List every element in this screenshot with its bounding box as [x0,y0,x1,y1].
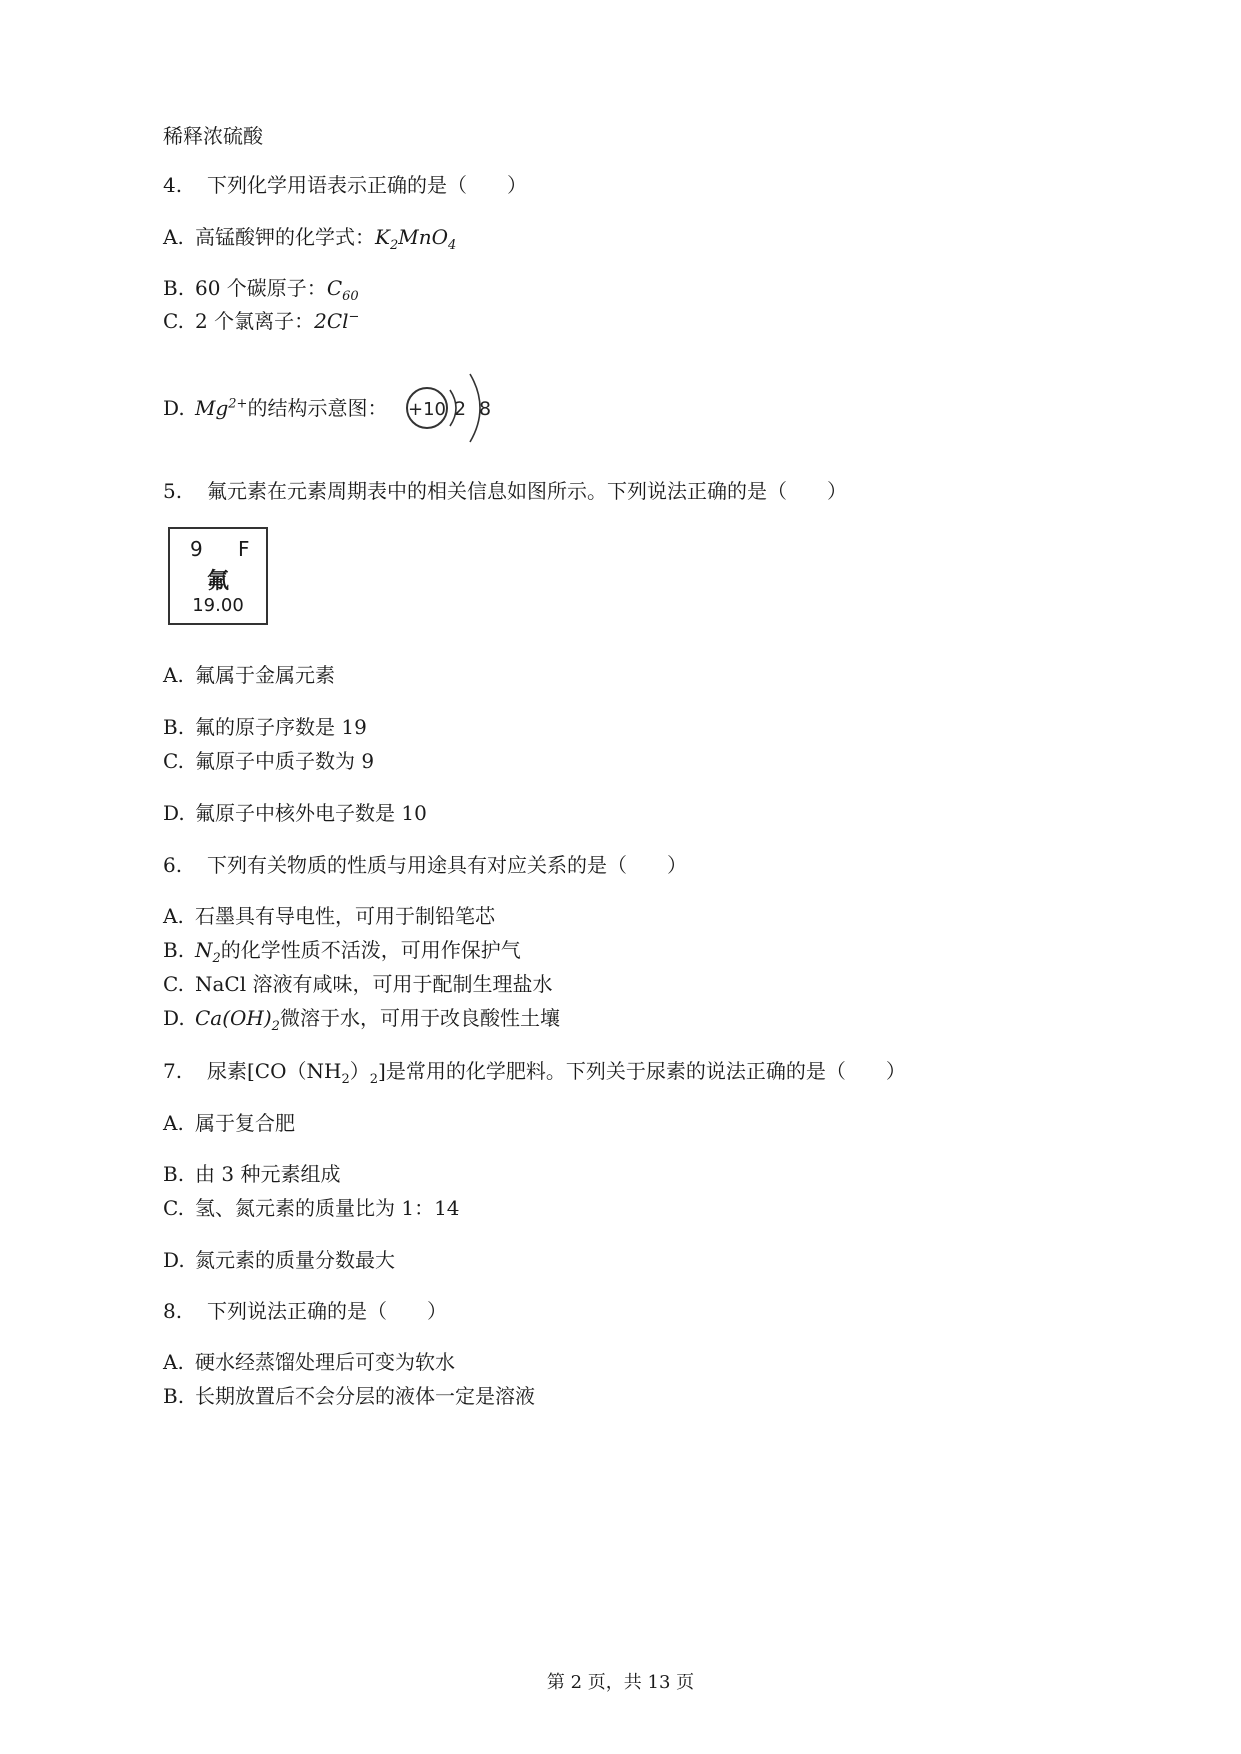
shell-2-electrons: 8 [478,398,492,420]
option-label: D. [163,396,185,420]
option-text: 微溶于水，可用于改良酸性土壤 [279,1006,560,1030]
option-text: 高锰酸钾的化学式： [195,225,375,249]
option-text: 属于复合肥 [195,1111,295,1135]
q5-option-c [163,748,374,774]
q7-option-a [163,1110,295,1136]
element-card [168,527,268,625]
q6-option-b [163,937,521,966]
option-text: 氟属于金属元素 [195,663,335,687]
option-text: 氟原子中核外电子数是 10 [195,801,427,825]
shell-1-electrons: 2 [453,398,467,420]
option-text: 氮元素的质量分数最大 [195,1248,395,1272]
option-label: D. [163,801,185,825]
option-label: A. [163,1350,184,1374]
option-label: A. [163,1111,184,1135]
option-text: 石墨具有导电性，可用于制铅笔芯 [195,904,495,928]
option-label: C. [163,1196,184,1220]
option-label: C. [163,972,184,996]
option-text: 的化学性质不活泼，可用作保护气 [220,938,521,962]
option-label: B. [163,1162,185,1186]
question-text: 下列化学用语表示正确的是（ ） [207,173,527,197]
option-label: C. [163,749,184,773]
option-label: B. [163,715,185,739]
page-footer: 第 2 页，共 13 页 [546,1672,695,1693]
question-number: 7. [163,1059,183,1083]
q7-option-d [163,1247,395,1273]
option-text: 的结构示意图： [247,396,388,420]
q7-option-c [163,1195,460,1221]
q5-option-a [163,662,335,688]
option-label: D. [163,1248,185,1272]
question-number: 4. [163,173,183,197]
question-text: 下列有关物质的性质与用途具有对应关系的是（ ） [207,853,687,877]
q5-option-d [163,800,427,826]
q4-option-b [163,275,359,304]
formula: $N_2$ [195,938,221,966]
q4-option-c [163,308,359,334]
question-text: 下列说法正确的是（ ） [207,1299,447,1323]
option-label: A. [163,225,184,249]
element-symbol: F [238,537,250,561]
option-label: B. [163,276,185,300]
question-number: 5. [163,479,183,503]
q6-option-c [163,971,552,997]
question-5-stem [163,478,847,504]
ion-structure-diagram [398,368,498,446]
q6-option-d [163,1005,560,1034]
option-text: 氢、氮元素的质量比为 1：14 [195,1196,460,1220]
option-label: C. [163,309,184,333]
option-label: B. [163,938,185,962]
question-7-stem [163,1058,906,1087]
q4-option-d [163,395,387,421]
question-text: 氟元素在元素周期表中的相关信息如图所示。下列说法正确的是（ ） [207,479,847,503]
formula: 2Cl− [314,309,360,333]
option-text: 2 个氯离子： [195,309,315,333]
option-label: D. [163,1006,185,1030]
formula: $Ca(OH)_2$ [195,1006,280,1034]
question-8-stem [163,1298,447,1324]
option-text: 氟原子中质子数为 9 [195,749,375,773]
q8-option-a [163,1349,455,1375]
option-text: 硬水经蒸馏处理后可变为软水 [195,1350,455,1374]
question-text: 尿素$[CO(NH_2)_2]$是常用的化学肥料。下列关于尿素的说法正确的是（ ） [207,1059,906,1087]
formula: $Mg^{2+}$ [195,396,248,420]
question-number: 6. [163,853,183,877]
formula: $K_2MnO_4$ [375,225,457,253]
question-number: 8. [163,1299,183,1323]
formula: $C_{60}$ [326,276,359,304]
q8-option-b [163,1383,535,1409]
option-text: 氟的原子序数是 19 [195,715,367,739]
option-label: B. [163,1384,185,1408]
element-name: 氟 [206,568,229,594]
option-text: 60 个碳原子： [195,276,327,300]
option-label: A. [163,663,184,687]
nucleus-charge: +10 [408,399,446,420]
q7-option-b [163,1161,340,1187]
option-text: 由 3 种元素组成 [195,1162,341,1186]
q6-option-a [163,903,495,929]
q4-option-a [163,224,457,253]
atomic-number: 9 [190,537,203,561]
question-6-stem [163,852,687,878]
question-4-stem [163,172,527,198]
option-text: NaCl 溶液有咸味，可用于配制生理盐水 [195,972,553,996]
atomic-mass: 19.00 [192,595,244,616]
option-label: A. [163,904,184,928]
previous-question-fragment: 稀释浓硫酸 [163,124,263,148]
option-text: 长期放置后不会分层的液体一定是溶液 [195,1384,535,1408]
q5-option-b [163,714,367,740]
